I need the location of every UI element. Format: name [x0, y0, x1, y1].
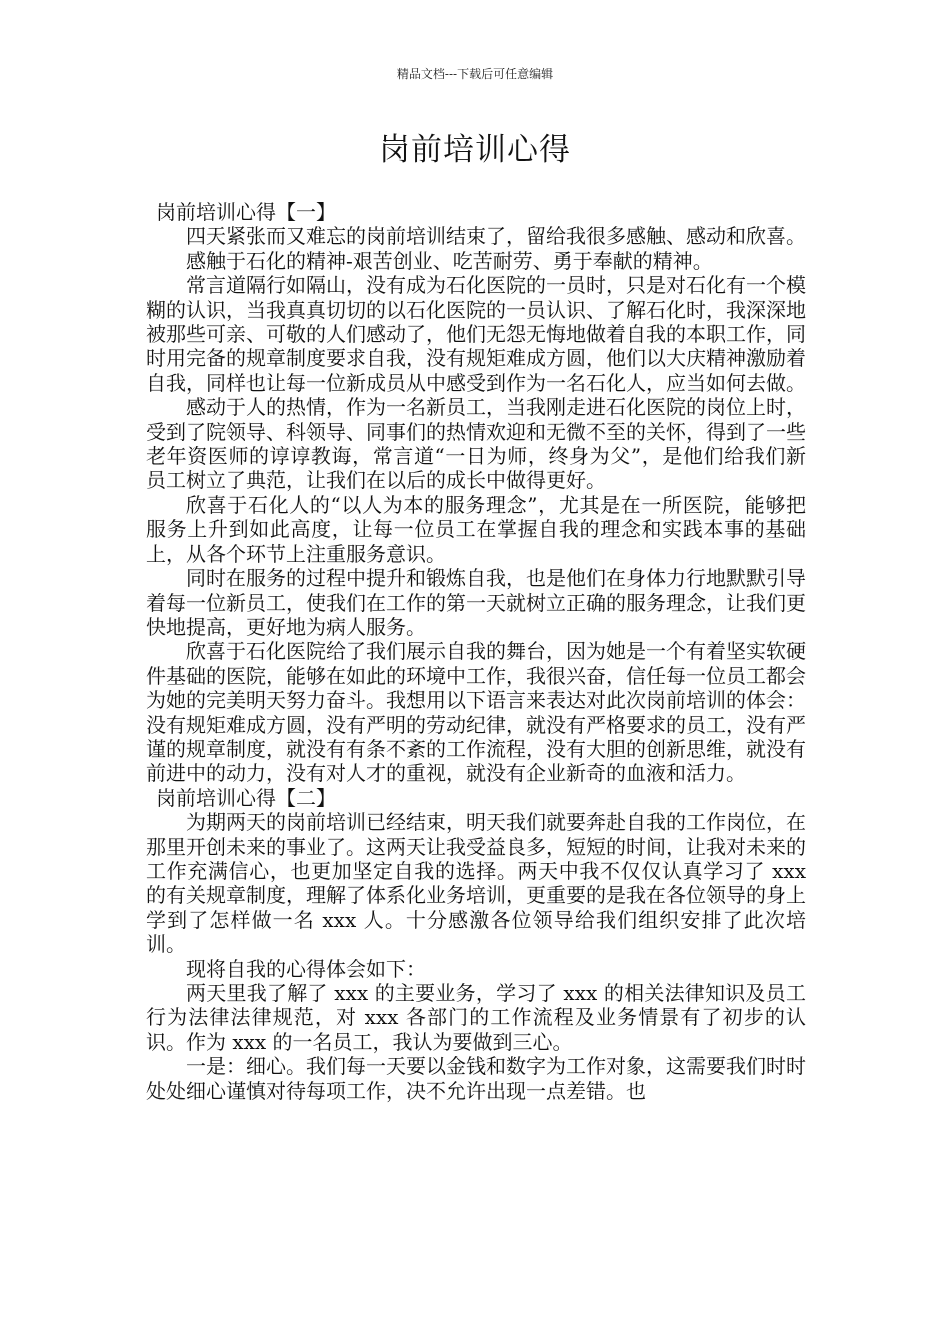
- paragraph: 常言道隔行如隔山，没有成为石化医院的一员时，只是对石化有一个模糊的认识，当我真真切切的以石化医院的一员认识、了解石化时，我深深地被那些可亲、可敬的人们感动了，他们无怨无悔地做着自我的本职工作，同时用完备的规章制度要求自我，没有规矩难成方圆，他们以大庆精神激励着自我，同样也让每一位新成员从中感受到作为一名石化人，应当如何去做。: [146, 273, 806, 395]
- section-heading: 岗前培训心得【二】: [156, 785, 336, 810]
- paragraph: 现将自我的心得体会如下：: [186, 956, 426, 981]
- paragraph: 一是：细心。我们每一天要以金钱和数字为工作对象，这需要我们时时处处细心谨慎对待每项工作，决不允许出现一点差错。也: [146, 1054, 806, 1103]
- section-heading: 岗前培训心得【一】: [156, 200, 336, 224]
- page-header: 精品文档---下载后可任意编辑: [396, 67, 554, 81]
- paragraph: 感触于石化的精神-艰苦创业、吃苦耐劳、勇于奉献的精神。: [186, 248, 713, 273]
- paragraph: 四天紧张而又难忘的岗前培训结束了，留给我很多感触、感动和欣喜。: [186, 224, 806, 249]
- paragraph: 为期两天的岗前培训已经结束，明天我们就要奔赴自我的工作岗位，在那里开创未来的事业了。这两天让我受益良多，短短的时间，让我对未来的工作充满信心，也更加坚定自我的选择。两天中我不仅仅认真学习了 xxx 的有关规章制度，理解了体系化业务培训，更重要的是我在各位领导的身上学到了怎样做一名 xxx 人。十分感激各位领导给我们组织安排了此次培训。: [146, 810, 806, 957]
- paragraph: 感动于人的热情，作为一名新员工，当我刚走进石化医院的岗位上时，受到了院领导、科领导、同事们的热情欢迎和无微不至的关怀，得到了一些老年资医师的谆谆教诲，常言道“一日为师，终身为父”，是他们给我们新员工树立了典范，让我们在以后的成长中做得更好。: [146, 395, 806, 493]
- paragraph: 两天里我了解了 xxx 的主要业务，学习了 xxx 的相关法律知识及员工行为法律法律规范，对 xxx 各部门的工作流程及业务情景有了初步的认识。作为 xxx 的一名员工，我认为要做到三心。: [146, 981, 806, 1054]
- paragraph: 同时在服务的过程中提升和锻炼自我，也是他们在身体力行地默默引导着每一位新员工，使我们在工作的第一天就树立正确的服务理念，让我们更快地提高，更好地为病人服务。: [146, 566, 806, 639]
- document-body: [146, 200, 806, 1103]
- paragraph: 欣喜于石化人的“以人为本的服务理念”，尤其是在一所医院，能够把服务上升到如此高度，让每一位员工在掌握自我的理念和实践本事的基础上，从各个环节上注重服务意识。: [146, 492, 806, 566]
- paragraph: 欣喜于石化医院给了我们展示自我的舞台，因为她是一个有着坚实软硬件基础的医院，能够在如此的环境中工作，我很兴奋，信任每一位员工都会为她的完美明天努力奋斗。我想用以下语言来表达对此次岗前培训的体会：没有规矩难成方圆，没有严明的劳动纪律，就没有严格要求的员工，没有严谨的规章制度，就没有有条不紊的工作流程，没有大胆的创新思维，就没有前进中的动力，没有对人才的重视，就没有企业新奇的血液和活力。: [146, 639, 806, 786]
- document-title: 岗前培训心得: [379, 132, 571, 168]
